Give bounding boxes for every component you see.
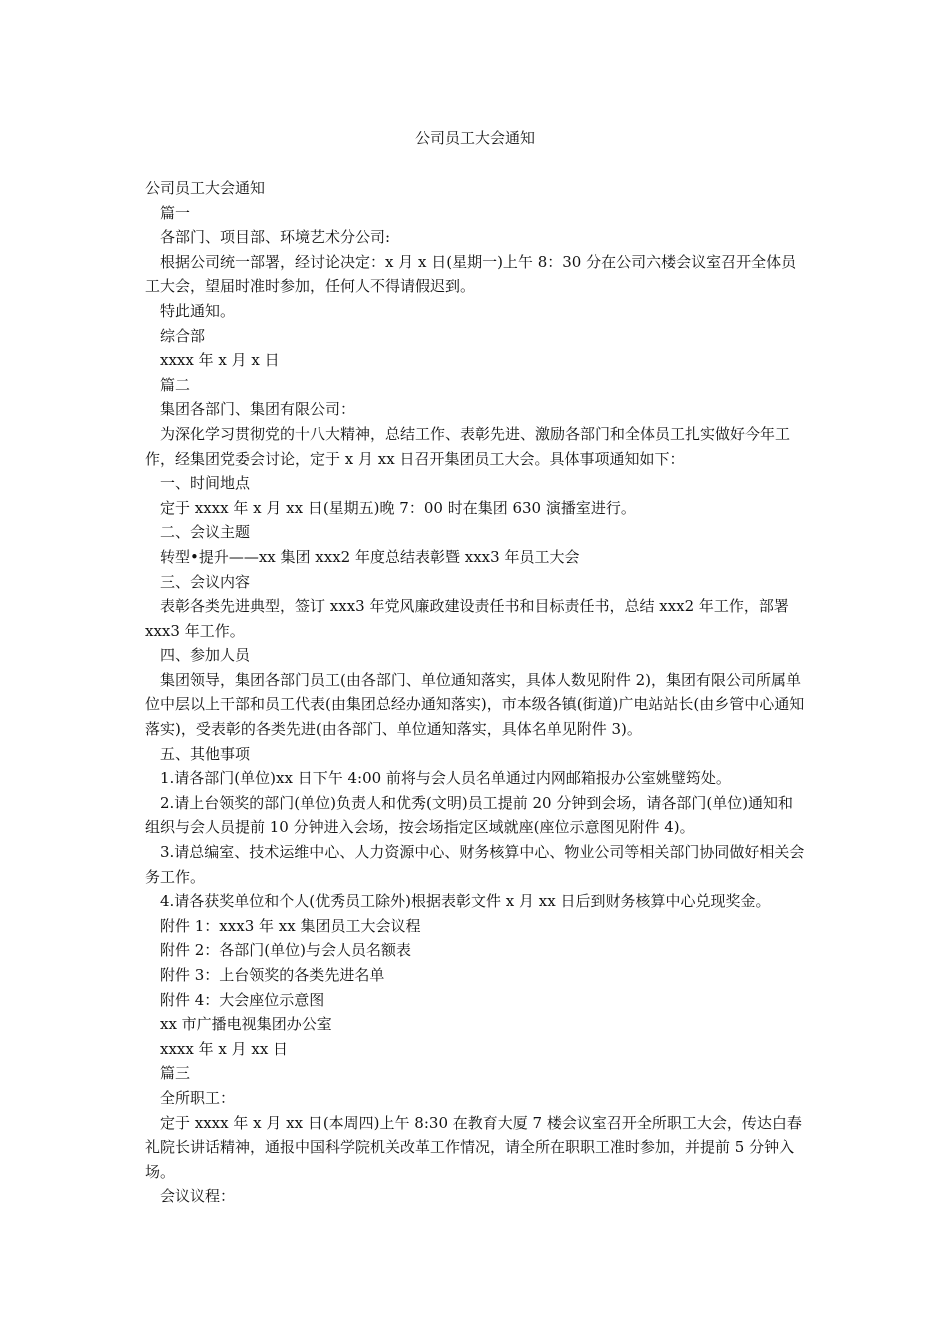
- paragraph: 五、其他事项: [160, 744, 251, 763]
- paragraph: 附件 1：xxx3 年 xx 集团员工大会议程: [160, 916, 421, 935]
- paragraph: 篇一: [160, 203, 191, 222]
- paragraph: 二、会议主题: [160, 523, 251, 542]
- document-body: [145, 176, 807, 1209]
- paragraph: 全所职工：: [160, 1088, 236, 1107]
- paragraph: 定于 xxxx 年 x 月 xx 日(本周四)上午 8:30 在教育大厦 7 楼会议室召开全所职工大会，传达白春礼院长讲话精神，通报中国科学院机关改革工作情况，请全所在职职工准时参加，并提前 5 分钟入场。: [145, 1113, 802, 1181]
- paragraph: 表彰各类先进典型，签订 xxx3 年党风廉政建设责任书和目标责任书，总结 xxx2 年工作，部署 xxx3 年工作。: [145, 597, 789, 640]
- paragraph: 1.请各部门(单位)xx 日下午 4:00 前将与会人员名单通过内网邮箱报办公室姚璧筠处。: [160, 769, 731, 788]
- paragraph: 公司员工大会通知: [145, 179, 266, 197]
- paragraph: 各部门、项目部、环境艺术分公司:: [160, 228, 391, 247]
- document-title: 公司员工大会通知: [414, 129, 535, 147]
- paragraph: 篇三: [160, 1064, 191, 1083]
- paragraph: 附件 3：上台领奖的各类先进名单: [160, 966, 385, 984]
- paragraph: 附件 4：大会座位示意图: [160, 990, 325, 1009]
- paragraph: 根据公司统一部署，经讨论决定：x 月 x 日(星期一)上午 8：30 分在公司六楼会议室召开全体员工大会，望届时准时参加，任何人不得请假迟到。: [145, 252, 797, 296]
- paragraph: xxxx 年 x 月 x 日: [160, 351, 280, 370]
- paragraph: 综合部: [160, 326, 206, 345]
- paragraph: 定于 xxxx 年 x 月 xx 日(星期五)晚 7：00 时在集团 630 演播室进行。: [160, 498, 636, 517]
- paragraph: 会议议程：: [160, 1187, 236, 1206]
- paragraph: 集团领导，集团各部门员工(由各部门、单位通知落实，具体人数见附件 2)，集团有限公司所属单位中层以上干部和员工代表(由集团总经办通知落实)，市本级各镇(街道)广电站站长(由乡管中心通知落实)，受表彰的各类先进(由各部门、单位通知落实，具体名单见附件 3)。: [145, 670, 805, 739]
- paragraph: 4.请各获奖单位和个人(优秀员工除外)根据表彰文件 x 月 xx 日后到财务核算中心兑现奖金。: [160, 892, 771, 911]
- paragraph: 2.请上台领奖的部门(单位)负责人和优秀(文明)员工提前 20 分钟到会场，请各部门(单位)通知和组织与会人员提前 10 分钟进入会场，按会场指定区域就座(座位示意图见附件 4)。: [145, 793, 794, 837]
- paragraph: 三、会议内容: [160, 572, 251, 591]
- paragraph: 特此通知。: [160, 301, 236, 320]
- paragraph: 四、参加人员: [160, 646, 251, 665]
- paragraph: xxxx 年 x 月 xx 日: [160, 1039, 289, 1058]
- paragraph: 集团各部门、集团有限公司：: [160, 400, 356, 419]
- paragraph: 为深化学习贯彻党的十八大精神，总结工作、表彰先进、激励各部门和全体员工扎实做好今年工作，经集团党委会讨论，定于 x 月 xx 日召开集团员工大会。具体事项通知如下：: [145, 424, 791, 468]
- paragraph: 3.请总编室、技术运维中心、人力资源中心、财务核算中心、物业公司等相关部门协同做好相关会务工作。: [145, 843, 805, 886]
- paragraph: 附件 2：各部门(单位)与会人员名额表: [160, 941, 412, 960]
- paragraph: 转型•提升——xx 集团 xxx2 年度总结表彰暨 xxx3 年员工大会: [160, 547, 580, 566]
- paragraph: xx 市广播电视集团办公室: [160, 1015, 332, 1034]
- paragraph: 一、时间地点: [160, 474, 251, 493]
- paragraph: 篇二: [160, 375, 191, 394]
